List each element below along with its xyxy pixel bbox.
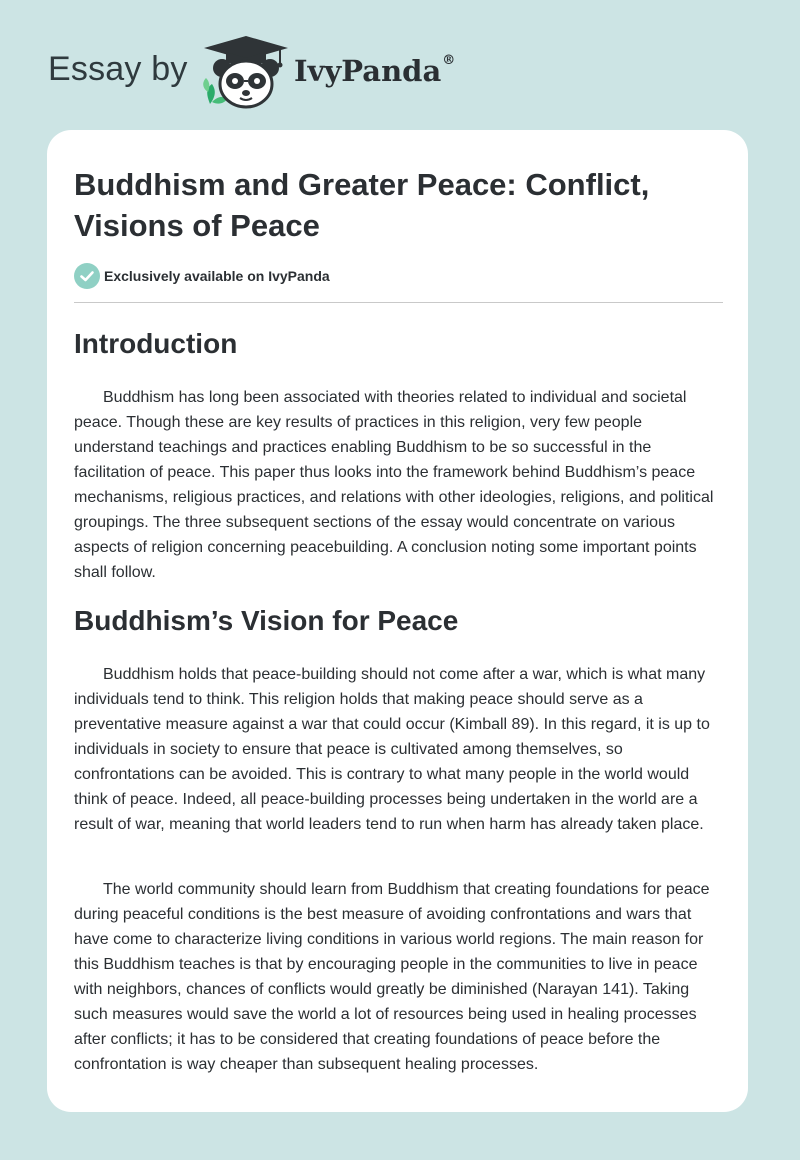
essay-title: Buddhism and Greater Peace: Conflict, Visions of Peace	[74, 167, 650, 243]
section-heading-introduction: Introduction	[74, 328, 238, 359]
panda-graduate-logo-icon[interactable]	[200, 34, 292, 110]
paragraph: Buddhism holds that peace-building should not come after a war, which is what many individuals tend to think. This religion holds that making peace should serve as a preventative measure against a war that could occur (Kimball 89). In this regard, it is up to individuals in society to ensure that peace is cultivated among themselves, so confrontations can be avoided. This is contrary to what many people in the world would think of peace. Indeed, all peace-building processes being undertaken in the world are a result of war, meaning that world leaders tend to run when harm has already taken place.	[74, 666, 710, 833]
brand-name[interactable]: IvyPanda®	[294, 53, 456, 88]
section-heading-vision-for-peace: Buddhism’s Vision for Peace	[74, 605, 459, 636]
divider	[74, 302, 723, 303]
paragraph: The world community should learn from Buddhism that creating foundations for peace during peaceful conditions is the best measure of avoiding confrontations and wars that have come to characterize living conditions in various world regions. The main reason for this Buddhism teaches is that by encouraging people in the communities to live in peace with neighbors, chances of conflicts would greatly be diminished (Narayan 141). Taking such measures would save the world a lot of resources being used in healing processes after conflicts; it has to be considered that creating foundations of peace before the confrontation is way cheaper than subsequent healing processes.	[74, 881, 710, 1073]
check-circle-icon	[74, 263, 100, 289]
exclusive-badge	[74, 263, 330, 289]
essay-card	[47, 130, 748, 1112]
brand-header	[48, 30, 508, 110]
paragraph: Buddhism has long been associated with theories related to individual and societal peace. Though these are key results of practices in this religion, very few people understand teachings and practices enabling Buddhism to be so successful in the facilitation of peace. This paper thus looks into the framework behind Buddhism’s peace mechanisms, religious practices, and relations with other ideologies, religions, and political groupings. The three subsequent sections of the essay would concentrate on various aspects of religion concerning peacebuilding. A conclusion noting some important points shall follow.	[74, 389, 714, 581]
badge-text: Exclusively available on IvyPanda	[104, 268, 330, 284]
trademark-symbol: ®	[442, 53, 456, 69]
essay-by-label: Essay by	[48, 50, 188, 88]
